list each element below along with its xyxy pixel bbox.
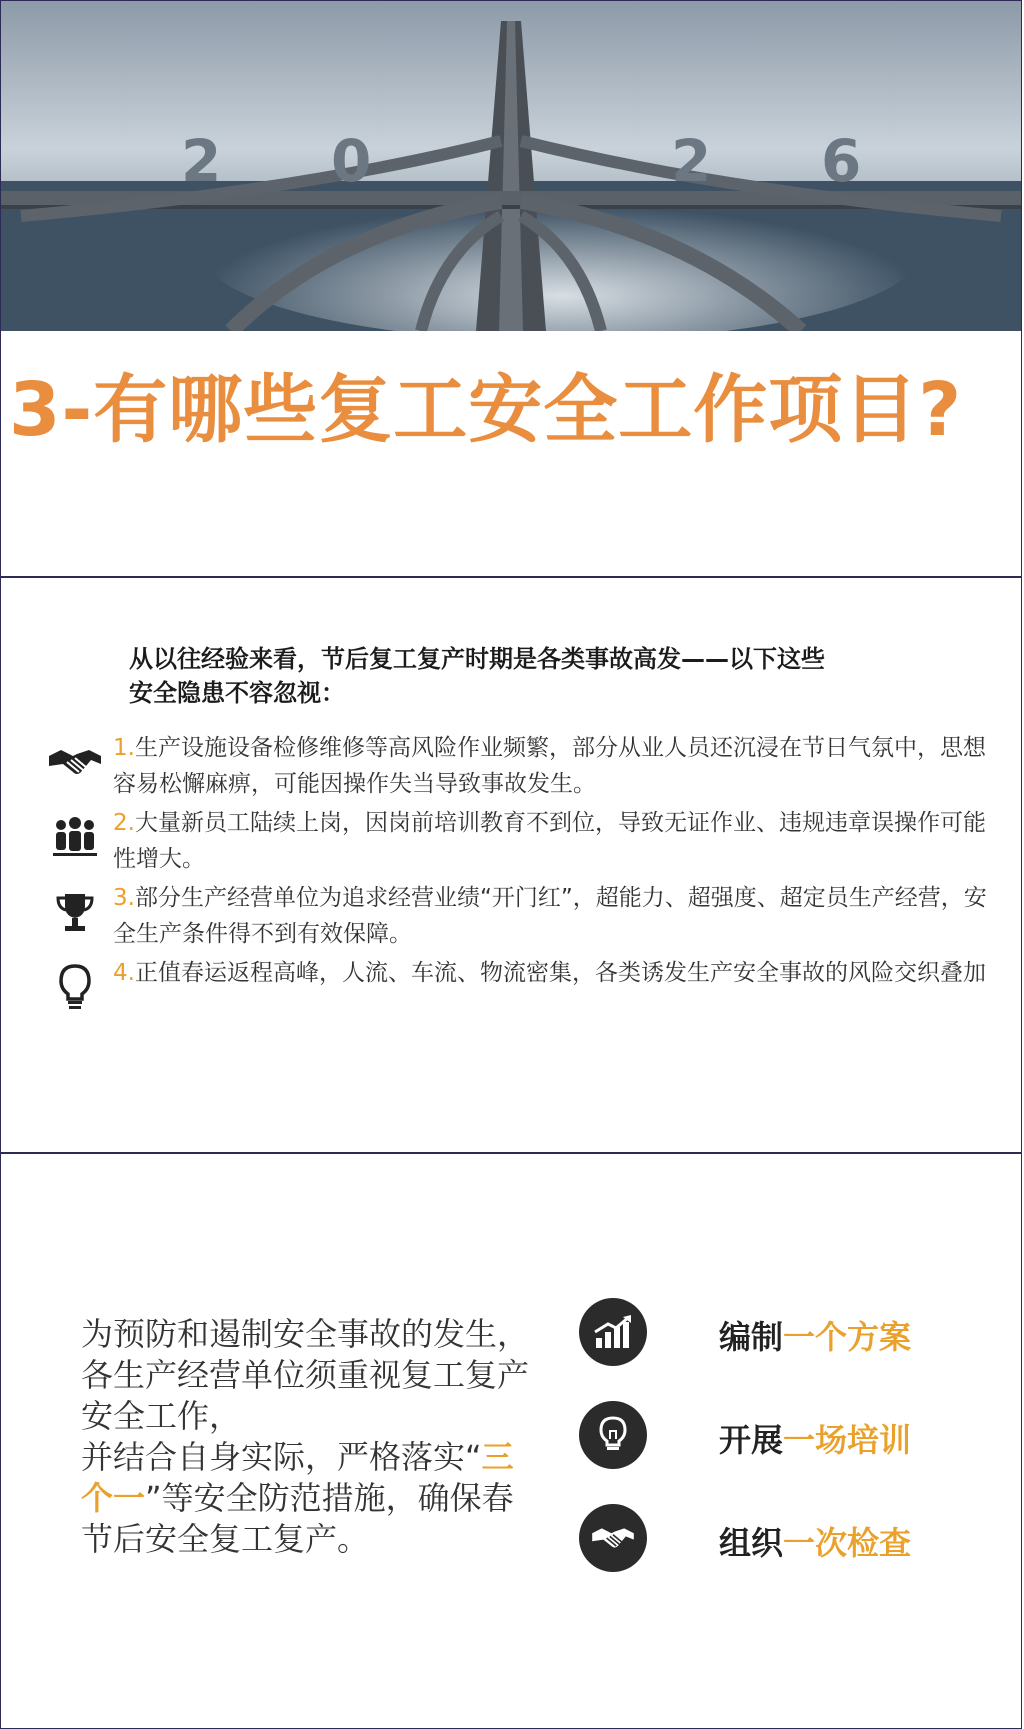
measure-item: [579, 1401, 999, 1504]
handshake-icon: [579, 1504, 647, 1572]
hazard-text: [113, 805, 1008, 877]
hazard-text: [113, 880, 1008, 952]
measure-list: [579, 1298, 999, 1607]
year-digit: 2: [181, 127, 222, 195]
growth-chart-icon: [579, 1298, 647, 1366]
measure-count: 一个: [783, 1318, 848, 1356]
measure-count: 一次: [783, 1524, 848, 1562]
measure-label: [719, 1415, 911, 1461]
hazard-number: 2.: [113, 810, 135, 836]
paragraph-line: 为预防和遏制安全事故的发生，: [81, 1315, 530, 1353]
hazard-number: 1.: [113, 735, 135, 761]
hazard-description: 大量新员工陆续上岗，因岗前培训教育不到位，导致无证作业、违规违章误操作可能性增大。: [113, 810, 986, 872]
handshake-icon: [41, 730, 109, 794]
lightbulb-icon: [41, 955, 109, 1019]
hazard-description: 正值春运返程高峰，人流、车流、物流密集，各类诱发生产安全事故的风险交织叠加: [134, 960, 986, 986]
bridge-banner-image: [1, 1, 1022, 331]
hazard-number: 4.: [113, 960, 135, 986]
measure-item: [579, 1298, 999, 1401]
hazard-item: [41, 730, 1011, 805]
paragraph-text: ”等安全防范措施，确保春节后安全复工复产。: [81, 1479, 514, 1558]
year-digit: 6: [821, 127, 862, 195]
intro-line: 从以往经验来看，节后复工复产时期是各类事故高发——以下这些: [129, 645, 825, 673]
measure-verb: 开展: [719, 1421, 784, 1459]
paragraph-line: [81, 1437, 541, 1560]
year-digit: 2: [671, 127, 712, 195]
hazard-item: [41, 955, 1011, 1030]
hazard-description: 生产设施设备检修维修等高风险作业频繁，部分从业人员还沉浸在节日气氛中，思想容易松懈麻痹，可能因操作失当导致事故发生。: [113, 735, 986, 797]
measure-noun: 方案: [847, 1318, 912, 1356]
measure-noun: 培训: [847, 1421, 912, 1459]
slide-hazards: [0, 577, 1022, 1153]
hazard-description: 部分生产经营单位为追求经营业绩“开门红”，超能力、超强度、超定员生产经营，安全生产条件得不到有效保障。: [113, 885, 987, 947]
trophy-icon: [41, 880, 109, 944]
page-title: 3-有哪些复工安全工作项目?: [9, 367, 963, 453]
hazard-text: [113, 730, 1008, 802]
hazard-item: [41, 805, 1011, 880]
lightbulb-icon: [579, 1401, 647, 1469]
measure-label: [719, 1518, 911, 1564]
intro-line: 安全隐患不容忽视：: [129, 679, 345, 707]
slide-measures: [0, 1153, 1022, 1729]
slide-title: [0, 0, 1022, 577]
hazard-text: [113, 955, 1008, 991]
measure-label: [719, 1312, 911, 1358]
measures-paragraph: [81, 1314, 541, 1560]
hazard-number: 3.: [113, 885, 135, 911]
people-icon: [41, 805, 109, 869]
paragraph-text: 并结合自身实际，严格落实“: [81, 1438, 482, 1476]
measure-verb: 组织: [719, 1524, 784, 1562]
measure-noun: 检查: [847, 1524, 912, 1562]
hazard-list: [41, 730, 1011, 1030]
paragraph-line: 各生产经营单位须重视复工复产安全工作，: [81, 1356, 530, 1435]
hazard-item: [41, 880, 1011, 955]
measure-verb: 编制: [719, 1318, 784, 1356]
highlight-text: 三个一: [81, 1438, 514, 1517]
intro-text: [129, 642, 909, 710]
measure-count: 一场: [783, 1421, 848, 1459]
year-digit: 0: [331, 127, 372, 195]
measure-item: [579, 1504, 999, 1607]
